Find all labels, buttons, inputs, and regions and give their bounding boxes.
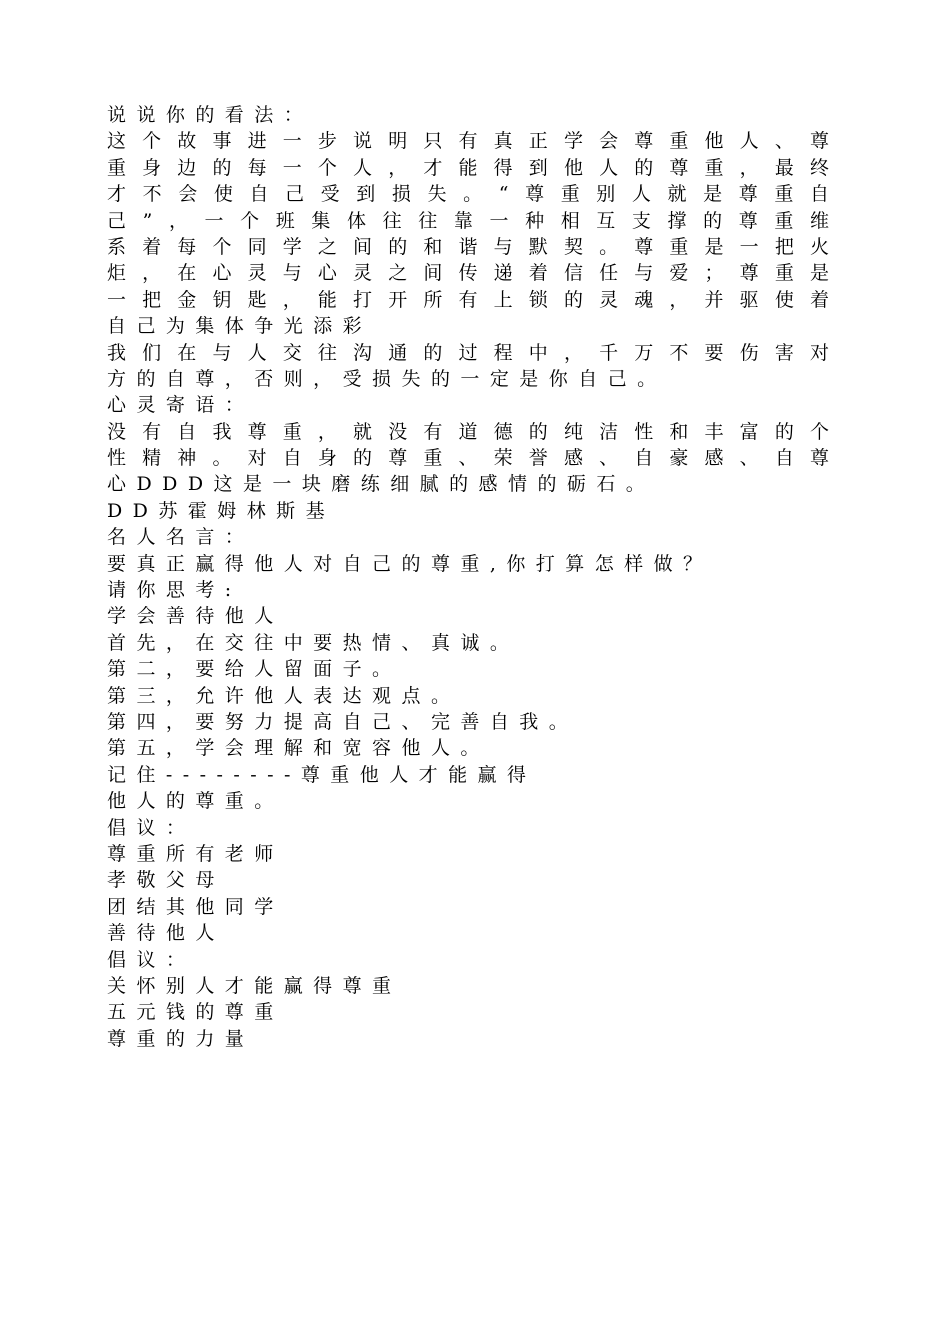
- text-line: 请你思考:: [107, 579, 242, 602]
- text-line: 关怀别人才能赢得尊重: [107, 974, 402, 997]
- text-line: 尊重的力量: [107, 1027, 255, 1050]
- text-line: 这个故事进一步说明只有真正学会尊重他人、尊: [107, 130, 829, 153]
- text-line: 系着每个同学之间的和谐与默契。尊重是一把火: [107, 235, 829, 258]
- text-line: 一把金钥匙，能打开所有上锁的灵魂，并驱使着: [107, 288, 829, 311]
- text-line: DD苏霍姆林斯基: [107, 499, 336, 522]
- text-line: 记住--------尊重他人才能赢得: [107, 763, 537, 786]
- text-line: 重身边的每一个人，才能得到他人的尊重，最终: [107, 156, 829, 179]
- text-line: 我们在与人交往沟通的过程中，千万不要伤害对: [107, 341, 829, 364]
- text-line: 才不会使自己受到损失。“尊重别人就是尊重自: [107, 183, 829, 206]
- text-line: 没有自我尊重，就没有道德的纯洁性和丰富的个: [107, 420, 829, 443]
- text-line: 倡议：: [107, 948, 196, 971]
- text-line: 第五，学会理解和宽容他人。: [107, 737, 490, 760]
- text-line: 性精神。对自身的尊重、荣誉感、自豪感、自尊: [107, 447, 829, 470]
- text-line: 方的自尊，否则，受损失的一定是你自己。: [107, 367, 667, 390]
- text-line: 首先，在交往中要热情、真诚。: [107, 631, 520, 654]
- text-line: 善待他人: [107, 922, 225, 945]
- text-line: 团结其他同学: [107, 895, 284, 918]
- text-line: 炬，在心灵与心灵之间传递着信任与爱；尊重是: [107, 262, 829, 285]
- text-line: 孝敬父母: [107, 869, 225, 892]
- text-line: 第三，允许他人表达观点。: [107, 684, 461, 707]
- text-line: 尊重所有老师: [107, 842, 284, 865]
- text-line: 心DDD这是一块磨练细腻的感情的砺石。: [107, 473, 656, 496]
- text-line: 学会善待他人: [107, 605, 284, 628]
- text-line: 五元钱的尊重: [107, 1001, 284, 1024]
- document-body: [107, 102, 829, 1052]
- text-line: 说说你的看法：: [107, 104, 314, 126]
- text-line: 第四，要努力提高自己、完善自我。: [107, 710, 579, 733]
- text-line: 第二，要给人留面子。: [107, 658, 402, 681]
- text-line: 名人名言：: [107, 526, 255, 549]
- text-line: 自己为集体争光添彩: [107, 315, 373, 338]
- text-line: 心灵寄语：: [107, 394, 255, 417]
- text-line: 要真正赢得他人对自己的尊重,你打算怎样做？: [107, 552, 713, 575]
- text-line: 他人的尊重。: [107, 790, 284, 813]
- text-line: 倡议：: [107, 816, 196, 839]
- text-line: 己”，一个班集体往往靠一种相互支撑的尊重维: [107, 209, 829, 232]
